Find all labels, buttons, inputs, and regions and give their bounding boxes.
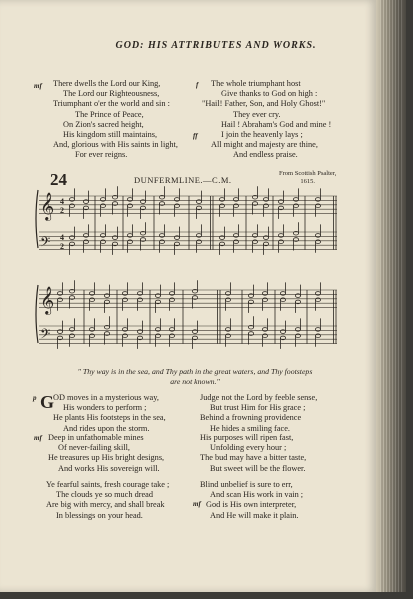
- stanza-line: His purposes will ripen fast,: [200, 433, 294, 442]
- verse-right-1: [200, 393, 317, 434]
- stanza-line: His wonders to perform ;: [63, 403, 147, 413]
- verse-right-3: [200, 480, 303, 521]
- stanza-line: On Zion's sacred height,: [63, 119, 144, 129]
- stanza-line: He plants His footsteps in the sea,: [53, 413, 166, 423]
- stanza-line: And rides upon the storm.: [63, 423, 150, 433]
- stanza-line: And scan His work in vain ;: [210, 490, 304, 500]
- stanza-line: OD moves in a mysterious way,: [53, 393, 159, 402]
- stanza-line: And, glorious with His saints in light,: [53, 140, 178, 150]
- quote-line: " Thy way is in the sea, and Thy path in the great waters, and Thy footsteps: [77, 367, 313, 376]
- note-head: [252, 240, 257, 244]
- note-head: [137, 298, 142, 302]
- stanza-line: "Hail! Father, Son, and Holy Ghost!": [202, 99, 326, 109]
- note-head: [233, 204, 238, 208]
- system-brace-1: [36, 190, 38, 248]
- note-head: [89, 298, 94, 302]
- stanza-line: He hides a smiling face.: [210, 423, 290, 433]
- stanza-line: Give thanks to God on high :: [221, 89, 318, 99]
- stanza-line: All might and majesty are thine,: [211, 140, 318, 150]
- stanza-line: But sweet will be the flower.: [210, 463, 306, 473]
- stanza-line: The whole triumphant host: [211, 79, 301, 88]
- treble-clef-icon: 𝄞: [40, 286, 55, 314]
- note-head: [155, 334, 160, 338]
- verse-right-2: [200, 433, 306, 474]
- stanza-line: For ever reigns.: [75, 150, 128, 160]
- time-signature-top: 4: [60, 197, 64, 206]
- dynamic-mark-mf: mf: [34, 434, 42, 442]
- verse-left-1: [53, 393, 166, 434]
- stanza-line: Unfolding every hour ;: [210, 443, 287, 453]
- note-head: [280, 298, 285, 302]
- stanza-line: The bud may have a bitter taste,: [200, 453, 307, 463]
- stanza-line: The Lord our Righteousness,: [63, 89, 160, 99]
- note-head: [262, 334, 267, 338]
- stanza-line: And works His sovereign will.: [58, 463, 160, 473]
- note-head: [127, 240, 132, 244]
- tune-source-line: From Scottish Psalter,: [279, 170, 337, 177]
- stanza-line: But trust Him for His grace ;: [210, 403, 306, 413]
- stanza-line: And endless praise.: [233, 150, 298, 160]
- verse-left-3: [46, 480, 169, 521]
- note-head: [69, 204, 74, 208]
- note-head: [196, 240, 201, 244]
- note-head: [122, 334, 127, 338]
- note-head: [315, 240, 320, 244]
- note-head: [315, 334, 320, 338]
- note-head: [122, 298, 127, 302]
- stanza-line: Judge not the Lord by feeble sense,: [200, 393, 318, 402]
- stanza-line: I join the heavenly lays ;: [221, 130, 303, 140]
- dynamic-mark-ff: ff: [193, 132, 198, 140]
- stanza-line: His kingdom still maintains,: [63, 130, 158, 140]
- note-head: [295, 334, 300, 338]
- note-head: [262, 298, 267, 302]
- hymn-number: 24: [50, 170, 67, 189]
- tune-name: DUNFERMLINE.—C.M.: [134, 175, 232, 185]
- dynamic-mark-mf: mf: [193, 500, 201, 508]
- note-head: [100, 240, 105, 244]
- system-brace: [36, 285, 38, 343]
- stanza-line: Ye fearful saints, fresh courage take ;: [46, 480, 170, 489]
- note-head: [315, 298, 320, 302]
- time-signature-top: 4: [60, 233, 64, 242]
- note-head: [69, 334, 74, 338]
- quote-line: are not known.": [170, 376, 220, 386]
- stanza-line: Behind a frowning providence: [200, 413, 302, 423]
- system-brace: [36, 190, 38, 248]
- note-head: [127, 204, 132, 208]
- scripture-quote: [36, 367, 354, 386]
- note-head: [174, 204, 179, 208]
- dynamic-mark-p: p: [33, 394, 37, 402]
- note-head: [169, 334, 174, 338]
- note-head: [225, 298, 230, 302]
- note-head: [89, 334, 94, 338]
- treble-clef-icon: 𝄞: [40, 192, 55, 220]
- stanza-line: Of never-failing skill,: [58, 443, 130, 453]
- bass-clef-icon: 𝄢: [40, 234, 51, 253]
- stanza-line: They ever cry.: [233, 109, 281, 119]
- drop-cap: G: [40, 392, 55, 412]
- note-head: [100, 204, 105, 208]
- note-head: [293, 204, 298, 208]
- note-head: [263, 204, 268, 208]
- stanza-line: In blessings on your head.: [56, 510, 143, 520]
- tune-source-year: 1615.: [300, 177, 315, 185]
- verse-left-2: [48, 433, 164, 474]
- note-head: [169, 298, 174, 302]
- note-head: [225, 334, 230, 338]
- note-head: [57, 298, 62, 302]
- time-signature-bottom: 2: [60, 206, 64, 215]
- note-head: [278, 240, 283, 244]
- bass-clef-icon: 𝄢: [40, 326, 51, 345]
- stanza-line: The clouds ye so much dread: [56, 490, 153, 500]
- stanza-line: Deep in unfathomable mines: [48, 433, 144, 442]
- note-head: [219, 204, 224, 208]
- stanza-line: Blind unbelief is sure to err,: [200, 480, 293, 489]
- stanza-line: Are big with mercy, and shall break: [46, 500, 165, 510]
- stanza-line: There dwells the Lord our King,: [53, 79, 161, 88]
- bar-lines: [84, 196, 336, 344]
- stanza-line: God is His own interpreter,: [206, 500, 297, 510]
- stanza-line: The Prince of Peace,: [75, 109, 144, 119]
- system-brace-2: [36, 285, 38, 343]
- stanza-line: He treasures up His bright designs,: [48, 453, 165, 463]
- stanza-line: Triumphant o'er the world and sin :: [53, 99, 170, 109]
- stanza-line: Hail ! Abraham's God and mine !: [221, 119, 332, 129]
- dynamic-mark-mf: mf: [34, 82, 42, 90]
- note-head: [159, 240, 164, 244]
- dynamic-mark-f: f: [196, 81, 199, 89]
- note-head: [83, 240, 88, 244]
- note-head: [233, 240, 238, 244]
- running-title: GOD: HIS ATTRIBUTES AND WORKS.: [115, 40, 317, 51]
- note-head: [315, 204, 320, 208]
- stanza-line: And He will make it plain.: [210, 510, 299, 520]
- time-signature-bottom: 2: [60, 242, 64, 251]
